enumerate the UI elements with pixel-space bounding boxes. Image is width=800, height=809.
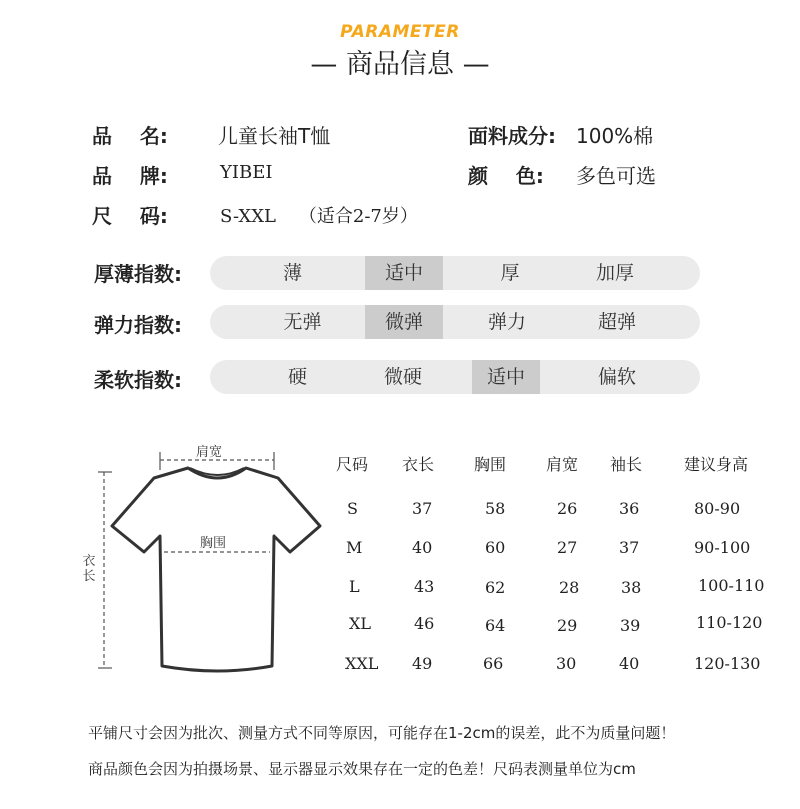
table-cell: 30 xyxy=(556,654,577,673)
table-cell: 60 xyxy=(485,538,506,557)
table-cell: 110-120 xyxy=(696,613,763,632)
table-cell: 29 xyxy=(557,616,578,635)
chest-label: 胸围 xyxy=(200,536,227,551)
table-cell: 58 xyxy=(485,499,506,518)
table-header: 建议身高 xyxy=(684,455,749,474)
page-title: — 商品信息 — xyxy=(310,49,490,80)
brand-name-label: 品 牌: xyxy=(92,164,168,188)
table-cell: 36 xyxy=(619,499,640,518)
table-cell: 120-130 xyxy=(694,654,761,673)
length-label: 衣长 xyxy=(82,554,96,584)
table-cell: 28 xyxy=(559,578,580,597)
thickness-option: 薄 xyxy=(282,262,302,284)
brand-label: PARAMETER xyxy=(340,22,460,42)
thickness-option: 厚 xyxy=(500,262,520,284)
table-cell: 66 xyxy=(483,654,504,673)
tshirt-diagram xyxy=(78,430,338,690)
name-value: 儿童长袖T恤 xyxy=(218,124,331,148)
table-header: 袖长 xyxy=(610,455,643,474)
note-measurement: 平铺尺寸会因为批次、测量方式不同等原因，可能存在1-2cm的误差，此不为质量问题！ xyxy=(88,724,676,742)
softness-option-selected: 适中 xyxy=(472,360,540,394)
elasticity-option: 超弹 xyxy=(597,311,636,333)
table-cell: 80-90 xyxy=(694,499,741,518)
table-cell: 64 xyxy=(485,616,506,635)
fabric-value: 100%棉 xyxy=(576,124,654,148)
table-cell: 90-100 xyxy=(694,538,751,557)
softness-scale xyxy=(210,360,700,394)
softness-option: 硬 xyxy=(287,366,307,388)
table-cell: S xyxy=(347,499,358,518)
note-color: 商品颜色会因为拍摄场景、显示器显示效果存在一定的色差！尺码表测量单位为cm xyxy=(88,760,636,778)
elasticity-label: 弹力指数: xyxy=(94,313,182,337)
table-cell: 62 xyxy=(485,578,506,597)
table-cell: 46 xyxy=(414,614,435,633)
shoulder-label: 肩宽 xyxy=(196,445,223,460)
thickness-option-selected: 适中 xyxy=(365,256,443,290)
softness-option: 偏软 xyxy=(597,366,636,388)
table-cell: 49 xyxy=(412,654,433,673)
table-cell: XXL xyxy=(345,654,379,673)
table-cell: 39 xyxy=(620,616,641,635)
table-cell: L xyxy=(349,577,360,596)
table-cell: M xyxy=(346,538,363,557)
fabric-label: 面料成分: xyxy=(468,124,556,148)
name-label: 品 名: xyxy=(92,124,168,148)
elasticity-option: 无弹 xyxy=(283,311,322,333)
table-header: 肩宽 xyxy=(546,455,579,474)
softness-label: 柔软指数: xyxy=(94,368,182,392)
table-header: 衣长 xyxy=(402,455,435,474)
thickness-scale xyxy=(210,256,700,290)
elasticity-scale xyxy=(210,305,700,339)
table-cell: 100-110 xyxy=(698,576,765,595)
softness-option: 微硬 xyxy=(383,366,422,388)
table-cell: 26 xyxy=(557,499,578,518)
color-label: 颜 色: xyxy=(468,164,544,188)
thickness-label: 厚薄指数: xyxy=(94,262,182,286)
size-label: 尺 码: xyxy=(92,204,168,228)
brand-name-value: YIBEI xyxy=(220,162,273,183)
table-cell: 43 xyxy=(414,577,435,596)
table-header: 尺码 xyxy=(336,455,369,474)
size-value: S-XXL （适合2-7岁） xyxy=(220,206,418,227)
table-cell: 40 xyxy=(619,654,640,673)
thickness-option: 加厚 xyxy=(595,262,634,284)
table-header: 胸围 xyxy=(474,455,507,474)
table-cell: 27 xyxy=(557,538,578,557)
table-cell: 40 xyxy=(412,538,433,557)
elasticity-option: 弹力 xyxy=(487,311,526,333)
elasticity-option-selected: 微弹 xyxy=(365,305,443,339)
color-value: 多色可选 xyxy=(576,164,656,188)
table-cell: XL xyxy=(349,614,372,633)
table-cell: 37 xyxy=(412,499,433,518)
table-cell: 38 xyxy=(621,578,642,597)
table-cell: 37 xyxy=(619,538,640,557)
tshirt-outline xyxy=(112,468,320,671)
